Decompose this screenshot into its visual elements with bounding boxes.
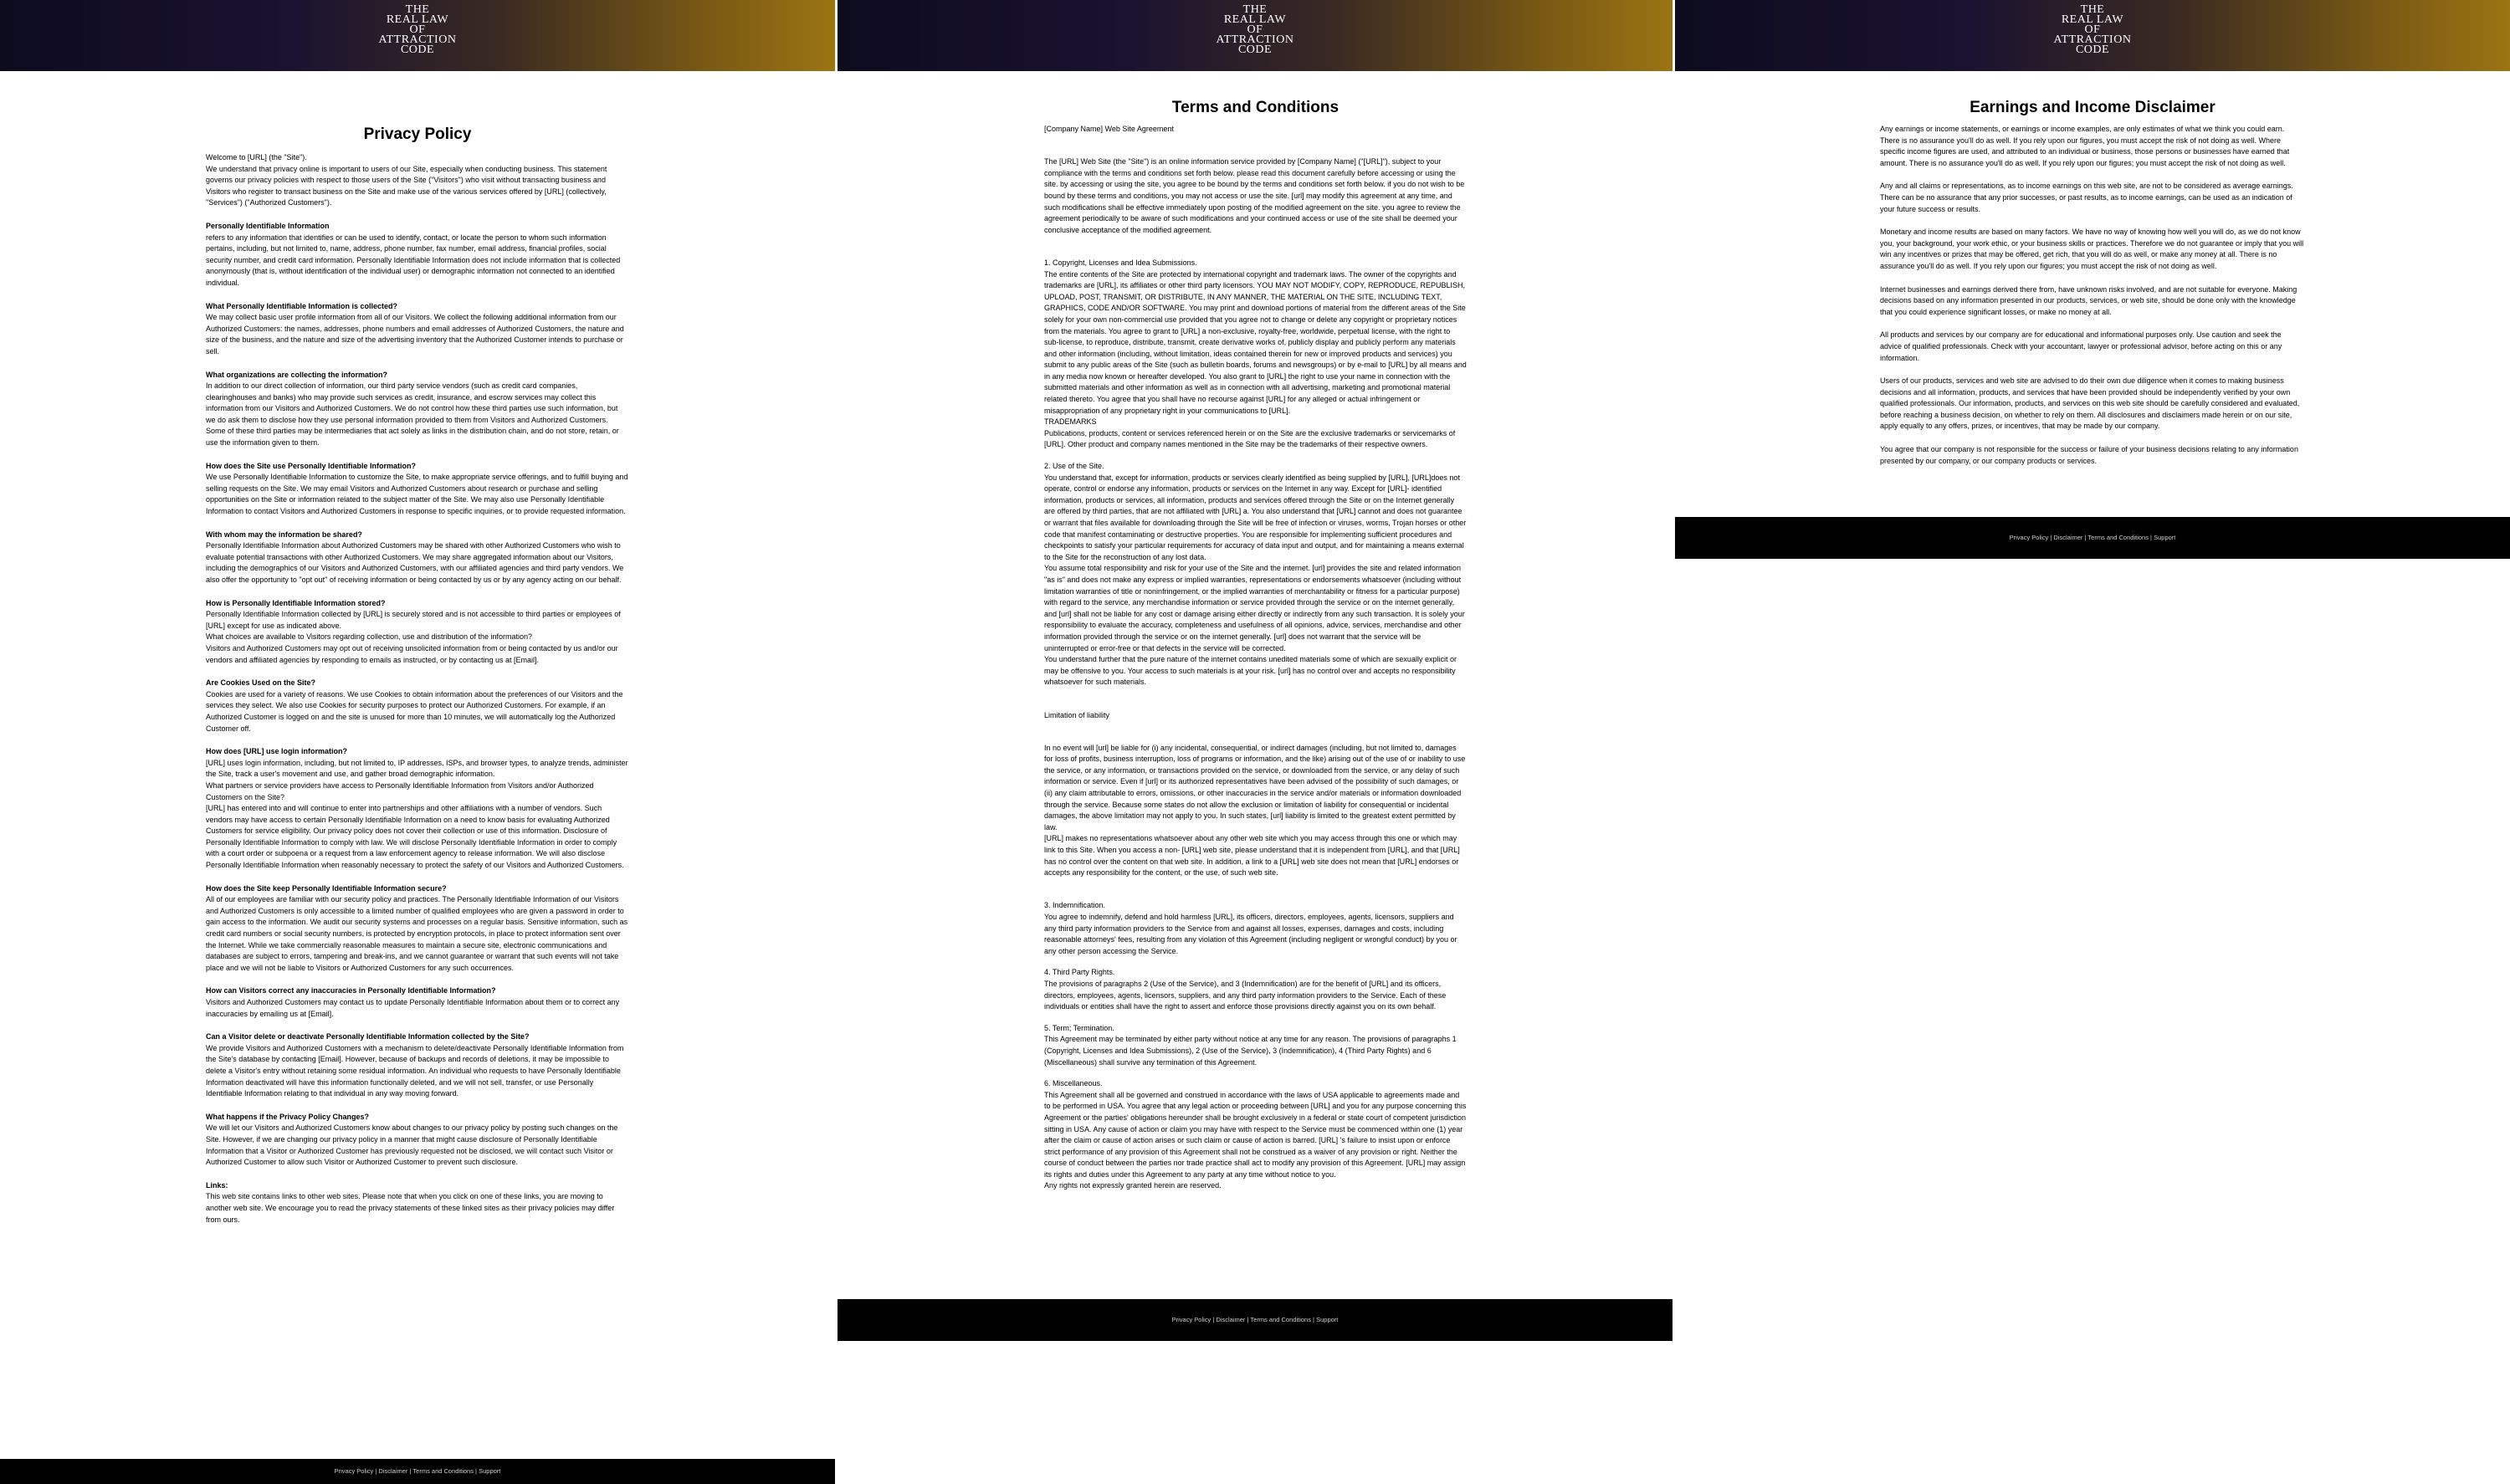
- logo-line: OF: [1247, 23, 1263, 36]
- disclaimer-paragraph: Internet businesses and earnings derived there from, have unknown risks involved, and are not suitable for everyone. Making decisions based on any information presented in our products, services, or web site, should be done only with the knowledge that you could experience significant losses, or make no money at all.: [1880, 284, 2297, 316]
- site-logo[interactable]: [1194, 5, 1316, 55]
- section-heading: Personally Identifiable Information: [206, 221, 330, 230]
- site-header: [1675, 0, 2510, 71]
- logo-line: ATTRACTION: [2053, 33, 2132, 46]
- disclaimer-paragraph: Any earnings or income statements, or earnings or income examples, are only estimates of what we think you could earn. There is no assurance you'll do as well. If you rely upon our figures, you must accept the risk of not doing as well. Where specific income figures are used, and attributed to an individual or business, those persons or businesses have earned that amount. There is no assurance you'll do as well. If you rely upon our figures; you must accept the risk of not doing as well.: [1880, 125, 2290, 167]
- footer-link-support[interactable]: Support: [2154, 534, 2176, 541]
- footer-link-disclaimer[interactable]: Disclaimer: [378, 1467, 408, 1475]
- logo-line: THE: [2080, 3, 2105, 16]
- site-header: [0, 0, 835, 71]
- disclaimer-content: [1880, 99, 2305, 478]
- section-heading: Are Cookies Used on the Site?: [206, 678, 316, 688]
- privacy-section: [206, 152, 629, 209]
- footer-link-terms[interactable]: Terms and Conditions: [2087, 534, 2149, 541]
- site-logo[interactable]: [2031, 5, 2154, 55]
- logo-line: REAL LAW: [1223, 13, 1287, 26]
- footer-link-privacy-policy[interactable]: Privacy Policy: [1171, 1316, 1211, 1323]
- logo-line: REAL LAW: [386, 13, 449, 26]
- terms-paragraph: 1. Copyright, Licenses and Idea Submissions. The entire contents of the Site are protected by international copyright and trademark laws. The owner of the copyrights and trademarks are [URL], its affiliates or other third party licensors. YOU MAY NOT MODIFY, COPY, REPRODUCE, REPUBLISH, UPLOAD, POST, TRANSMIT, OR DISTRIBUTE, IN ANY MANNER, THE MATERIAL ON THE SITE, INCLUDING TEXT, GRAPHICS, CODE AND/OR SOFTWARE. You may print and download portions of material from the different areas of the Site solely for your own non-commercial use provided that you agree not to change or delete any copyright or proprietary notices from the materials. You agree to grant to [URL] a non-exclusive, royalty-free, worldwide, perpetual license, with the right to sub-license, to reproduce, distribute, transmit, create derivative works of, publicly display and publicly perform any materials and other information (including, without limitation, ideas contained therein for new or improved products and services) you submit to any public areas of the Site (such as bulletin boards, forums and newsgroups) or by e-mail to [URL] by all means and in any media now known or hereafter developed. You also grant to [URL] the right to use your name in connection with the submitted materials and other information as well as in connection with all advertising, marketing and promotional material related thereto. You agree that you shall have no recourse against [URL] for any alleged or actual infringement or misappropriation of any proprietary right in your communications to [URL]. TRADEMARKS Publications, products, content or services referenced herein or on the Site are the exclusive trademarks or servicemarks of [URL]. Other product and company names mentioned in the Site may be the trademarks of their respective owners.: [1044, 258, 1467, 449]
- privacy-section-body: All of our employees are familiar with our security policy and practices. The Personally Identifiable Information of our Visitors and Authorized Customers is only accessible to a limited number of qualified employees who are given a password in order to gain access to the information. We audit our security systems and processes on a regular basis. Sensitive information, such as credit card numbers or social security numbers, is protected by encryption protocols, in place to protect information sent over the Internet. While we take commercially reasonable measures to maintain a secure site, electronic communications and databases are subject to errors, tampering and break-ins, and we cannot guarantee or warrant that such events will not take place and we will not be liable to Visitors or Authorized Customers for any such occurrences.: [206, 895, 628, 972]
- section-heading: How does the Site use Personally Identifiable Information?: [206, 461, 417, 470]
- logo-line: ATTRACTION: [378, 33, 457, 46]
- terms-content: [1044, 99, 1467, 1202]
- privacy-section: [206, 1180, 629, 1226]
- section-heading: What happens if the Privacy Policy Changes?: [206, 1112, 370, 1121]
- logo-line: CODE: [400, 43, 435, 56]
- privacy-section-body: Personally Identifiable Information about Authorized Customers may be shared with other Authorized Customers who wish to evaluate potential transactions with other Authorized Customers. We may share aggregated information about our Visitors, including the demographics of our Visitors and Authorized Customers, with our affiliated agencies and third party vendors. We also offer the opportunity to "opt out" of receiving information or being contacted by us or by any agency acting on our behalf.: [206, 541, 624, 584]
- footer-link-privacy-policy[interactable]: Privacy Policy: [2009, 534, 2049, 541]
- privacy-section-body: In addition to our direct collection of information, our third party service vendors (such as credit card companies, clearinghouses and banks) who may provide such services as credit, insurance, and escrow services may collect this information from our Visitors and Authorized Customers. We do not control how these third parties use such information, but we do ask them to disclose how they use personal information provided to them from Visitors and Authorized Customers. Some of these third parties may be intermediaries that act solely as links in the distribution chain, and do not store, retain, or use the information given to them.: [206, 381, 619, 448]
- logo-line: CODE: [2075, 43, 2110, 56]
- privacy-section: [206, 461, 629, 518]
- privacy-section-body: This web site contains links to other web sites. Please note that when you click on one of these links, you are moving to another web site. We encourage you to read the privacy statements of these linked sites as their privacy policies may differ from ours.: [206, 1192, 615, 1224]
- terms-paragraph: Limitation of liability: [1044, 710, 1110, 719]
- page-title: Terms and Conditions: [1171, 99, 1340, 116]
- section-heading: How does [URL] use login information?: [206, 747, 347, 756]
- terms-paragraph: In no event will [url] be liable for (i) any incidental, consequential, or indirect damages (including, but not limited to, damages for loss of profits, business interruption, loss of programs or information, and the like) arising out of the use of or inability to use the service, or any information, or transactions provided on the service, or downloaded from the service, or any delay of such information or service. Even if [url] or its authorized representatives have been advised of the possibility of such damages, or (ii) any claim attributable to errors, omissions, or other inaccuracies in the service and/or materials or information downloaded through the service. Because some states do not allow the exclusion or limitation of liability for consequential or incidental damages, the above limitation may not apply to you. In such states, [url] liability is limited to the greatest extent permitted by law. [URL] makes no representations whatsoever about any other web site which you may access through this one or which may link to this Site. When you access a non- [URL] web site, please understand that it is independent from [URL], and that [URL] has no control over the content on that web site. In addition, a link to a [URL] web site does not mean that [URL] endorses or accepts any responsibility for the content, or the use, of such web site.: [1044, 743, 1466, 878]
- disclaimer-paragraph: You agree that our company is not responsible for the success or failure of your business decisions relating to any information presented by our company, or our company products or services.: [1880, 445, 2298, 465]
- terms-paragraph: 2. Use of the Site. You understand that, except for information, products or services clearly identified as being supplied by [URL], [URL]does not operate, control or endorse any information, products or services on the Internet in any way. Except for [URL]- identified information, products or services, all information, products and services offered through the Site or on the Internet generally are offered by third parties, that are not affiliated with [URL] a. You also understand that [URL] cannot and does not guarantee or warrant that files available for downloading through the Site will be free of infection or viruses, worms, Trojan horses or other code that manifest contaminating or destructive properties. You are responsible for implementing sufficient procedures and checkpoints to satisfy your particular requirements for accuracy of data input and output, and for maintaining a means external to the Site for the reconstruction of any lost data. You assume total responsibility and risk for your use of the Site and the internet. [url] provides the site and related information "as is" and does not make any express or implied warranties, representations or endorsements whatsoever (including without limitation warranties of title or noninfringement, or the implied warranties of merchantability or fitness for a particular purpose) with regard to the service, any merchandise information or service provided through the service or on the internet generally, and [url] shall not be liable for any cost or damage arising either directly or indirectly from any such transaction. It is solely your responsibility to evaluate the accuracy, completeness and usefulness of all opinions, advice, services, merchandise and other information provided through the service or on the internet generally. [url] does not warrant that the service will be uninterrupted or error-free or that defects in the service will be corrected. You understand further that the pure nature of the internet contains unedited materials some of which are sexually explicit or may be offensive to you. Your access to such materials is at your risk. [url] has no control over and accepts no responsibility whatsoever for such materials.: [1044, 462, 1467, 687]
- footer-separator: |: [2148, 534, 2154, 541]
- section-heading: How does the Site keep Personally Identifiable Information secure?: [206, 883, 447, 893]
- privacy-policy-page: [0, 0, 835, 1484]
- terms-paragraph: [Company Name] Web Site Agreement: [1044, 125, 1174, 133]
- footer-link-privacy-policy[interactable]: Privacy Policy: [334, 1467, 374, 1475]
- footer-link-support[interactable]: Support: [1316, 1316, 1339, 1323]
- footer-link-disclaimer[interactable]: Disclaimer: [1216, 1316, 1246, 1323]
- footer-separator: |: [1245, 1316, 1251, 1323]
- site-header: [838, 0, 1672, 71]
- site-footer: [1675, 517, 2510, 559]
- disclaimer-paragraph: Monetary and income results are based on many factors. We have no way of knowing how well you will do, as we do not know you, your background, your work ethic, or your business skills or practices. Therefore we do not guarantee or imply that you will win any incentives or prizes that may be offered, get rich, that you will do as well, or make any money at all. There is no assurance you'll do as well. If you rely upon our figures; you must accept the risk of not doing as well.: [1880, 228, 2304, 270]
- page-title: Earnings and Income Disclaimer: [1970, 99, 2215, 116]
- disclaimer-paragraph: Users of our products, services and web site are advised to do their own due diligence when it comes to making business decisions and all information, products, and services that have been provided should be independently verified by your own qualified professionals. Our information, products, and services on this web site should be carefully considered and evaluated, before reaching a business decision, on whether to rely on them. All disclosures and disclaimers made herein or on our site, apply equally to any offers, prizes, or incentives, that may be made by our company.: [1880, 376, 2300, 431]
- privacy-section-body: Welcome to [URL] (the "Site"). We understand that privacy online is important to users of our Site, especially when conducting business. This statement governs our privacy policies with respect to those users of the Site ("Visitors") who visit without transacting business and Visitors who register to transact business on the Site and make use of the various services offered by [URL] (collectively, "Services") ("Authorized Customers").: [206, 153, 607, 207]
- privacy-section-body: We provide Visitors and Authorized Customers with a mechanism to delete/deactivate Personally Identifiable Information from the Site's database by contacting [Email]. However, because of backups and records of deletions, it may be impossible to delete a Visitor's entry without retaining some residual information. An individual who requests to have Personally Identifiable Information deactivated will have this information functionally deleted, and we will not sell, transfer, or use Personally Identifiable Information relating to that individual in any way moving forward.: [206, 1043, 624, 1098]
- privacy-section-body: We use Personally Identifiable Information to customize the Site, to make appropriate service offerings, and to fulfill buying and selling requests on the Site. We may email Visitors and Authorized Customers about research or purchase and selling opportunities on the Site or information related to the subject matter of the Site. We may also use Personally Identifiable Information to contact Visitors and Authorized Customers in response to specific inquiries, or to provide requested information.: [206, 473, 628, 516]
- privacy-section: [206, 530, 629, 586]
- privacy-section: [206, 598, 629, 667]
- site-footer: [0, 1459, 835, 1484]
- privacy-section-body: Cookies are used for a variety of reasons. We use Cookies to obtain information about the preferences of our Visitors and the services they select. We also use Cookies for security purposes to protect our Authorized Customers. For example, if an Authorized Customer is logged on and the site is unused for more than 10 minutes, we will automatically log the Authorized Customer off.: [206, 689, 623, 733]
- privacy-section-body: We will let our Visitors and Authorized Customers know about changes to our privacy policy by posting such changes on the Site. However, if we are changing our privacy policy in a manner that might cause disclosure of Personally Identifiable Information that a Visitor or Authorized Customer has previously requested not be disclosed, we will contact such Visitor or Authorized Customer to allow such Visitor or Authorized Customer to prevent such disclosure.: [206, 1123, 618, 1167]
- privacy-section-body: [URL] uses login information, including, but not limited to, IP addresses, ISPs, and browser types, to analyze trends, administer the Site, track a user's movement and use, and gather broad demographic information. What partners or service providers have access to Personally Identifiable Information from Visitors and/or Authorized Customers on the Site? [URL] has entered into and will continue to enter into partnerships and other affiliations with a number of vendors. Such vendors may have access to certain Personally Identifiable Information on a need to know basis for evaluating Authorized Customers for service eligibility. Our privacy policy does not cover their collection or use of this information. Disclosure of Personally Identifiable Information to comply with law. We will disclose Personally Identifiable Information in order to comply with a court order or subpoena or a request from a law enforcement agency to release information. We will also disclose Personally Identifiable Information when reasonably necessary to protect the safety of our Visitors and Authorized Customers.: [206, 758, 628, 870]
- footer-link-support[interactable]: Support: [479, 1467, 501, 1475]
- privacy-section-body: Visitors and Authorized Customers may contact us to update Personally Identifiable Information about them or to correct any inaccuracies by emailing us at [Email].: [206, 998, 620, 1018]
- footer-separator: |: [1310, 1316, 1317, 1323]
- privacy-section-body: Personally Identifiable Information collected by [URL] is securely stored and is not accessible to third parties or employees of [URL] except for use as indicated above. What choices are available to Visitors regarding collection, use and distribution of the information? Visitors and Authorized Customers may opt out of receiving unsolicited information from or being contacted by us and/or our vendors and affiliated agencies by responding to emails as instructed, or by contacting us at [Email].: [206, 610, 621, 664]
- terms-paragraph: 4. Third Party Rights. The provisions of paragraphs 2 (Use of the Service), and 3 (Indemnification) are for the benefit of [URL] and its officers, directors, employees, agents, licensors, suppliers, and any third party information providers to the Service. Each of these individuals or entities shall have the right to assert and enforce those provisions directly against you on its own behalf.: [1044, 968, 1447, 1011]
- terms-paragraph: 5. Term; Termination. This Agreement may be terminated by either party without notice at any time for any reason. The provisions of paragraphs 1 (Copyright, Licenses and Idea Submissions), 2 (Use of the Service), 3 (Indemnification), 4 (Third Party Rights) and 6 (Miscellaneous) shall survive any termination of this Agreement.: [1044, 1023, 1457, 1067]
- page-title: Privacy Policy: [363, 125, 472, 143]
- privacy-section: [206, 1112, 629, 1169]
- disclaimer-paragraph: Any and all claims or representations, as to income earnings on this web site, are not to be considered as average earnings. There can be no assurance that any prior successes, or past results, as to income earnings, can be used as an indication of your future success or results.: [1880, 182, 2293, 213]
- section-heading: With whom may the information be shared?: [206, 530, 362, 539]
- section-heading: Links:: [206, 1180, 228, 1190]
- logo-line: THE: [405, 3, 430, 16]
- footer-link-terms[interactable]: Terms and Conditions: [412, 1467, 474, 1475]
- privacy-section: [206, 883, 629, 975]
- section-heading: Can a Visitor delete or deactivate Personally Identifiable Information collected by the Site?: [206, 1032, 530, 1041]
- privacy-section: [206, 370, 629, 449]
- privacy-section: [206, 746, 629, 872]
- privacy-section: [206, 985, 629, 1020]
- section-heading: What organizations are collecting the information?: [206, 370, 388, 379]
- section-heading: How is Personally Identifiable Information stored?: [206, 598, 386, 607]
- footer-link-terms[interactable]: Terms and Conditions: [1250, 1316, 1311, 1323]
- section-heading: What Personally Identifiable Information is collected?: [206, 301, 398, 310]
- privacy-section: [206, 301, 629, 358]
- disclaimer-paragraph: All products and services by our company are for educational and informational purposes only. Use caution and seek the advice of qualified professionals. Check with your accountant, lawyer or professional advisor, before acting on this or any information.: [1880, 330, 2282, 362]
- logo-line: REAL LAW: [2061, 13, 2124, 26]
- privacy-section: [206, 678, 629, 734]
- terms-paragraph: 3. Indemnification. You agree to indemnify, defend and hold harmless [URL], its officers, directors, employees, agents, licensors, suppliers and any third party information providers to the Service from and against all losses, expenses, damages and costs, including reasonable attorneys' fees, resulting from any violation of this Agreement (including negligent or wrongful conduct) by you or any other person accessing the Service.: [1044, 901, 1457, 955]
- footer-link-disclaimer[interactable]: Disclaimer: [2053, 534, 2083, 541]
- terms-page: [838, 0, 1672, 1484]
- footer-separator: |: [407, 1467, 413, 1475]
- section-heading: How can Visitors correct any inaccuracies in Personally Identifiable Information?: [206, 986, 496, 995]
- logo-line: OF: [409, 23, 426, 36]
- logo-line: ATTRACTION: [1216, 33, 1294, 46]
- site-logo[interactable]: [356, 5, 479, 55]
- footer-separator: |: [2082, 534, 2088, 541]
- privacy-section-body: refers to any information that identifies or can be used to identify, contact, or locate the person to whom such information pertains, including, but not limited to, name, address, phone number, fax number, email address, financial profiles, social security number, and credit card information. Personally Identifiable Information does not include information that is collected anonymously (that is, without identification of the individual user) or demographic information not connected to an identified individual.: [206, 233, 621, 287]
- privacy-section: [206, 1031, 629, 1100]
- footer-separator: |: [473, 1467, 479, 1475]
- privacy-section-body: We may collect basic user profile information from all of our Visitors. We collect the following additional information from our Authorized Customers: the names, addresses, phone numbers and email addresses of Authorized Customers, the nature and size of the business, and the nature and size of the advertising inventory that the Authorized Customer intends to purchase or sell.: [206, 313, 624, 356]
- logo-line: THE: [1242, 3, 1268, 16]
- terms-paragraph: The [URL] Web Site (the "Site") is an online information service provided by [Company Name] ("[URL]"), subject to your compliance with the terms and conditions set forth below. please read this document carefully before accessing or using the site. by accessing or using the site, you agree to be bound by the terms and conditions set forth below. if you do not wish to be bound by these terms and conditions, you may not access or use the site. [url] may modify this agreement at any time, and such modifications shall be effective immediately upon posting of the modified agreement on the site. you agree to review the agreement periodically to be aware of such modifications and your continued access or use of the site shall be deemed your conclusive acceptance of the modified agreement.: [1044, 157, 1465, 234]
- footer-separator: |: [1211, 1316, 1217, 1323]
- logo-line: OF: [2084, 23, 2101, 36]
- footer-separator: |: [2048, 534, 2054, 541]
- logo-line: CODE: [1237, 43, 1273, 56]
- site-footer: [838, 1299, 1672, 1341]
- earnings-disclaimer-page: [1675, 0, 2510, 1484]
- privacy-section: [206, 221, 629, 289]
- privacy-content: [206, 125, 629, 1237]
- footer-separator: |: [373, 1467, 379, 1475]
- terms-paragraph: 6. Miscellaneous. This Agreement shall all be governed and construed in accordance with the laws of USA applicable to agreements made and to be performed in USA. You agree that any legal action or proceeding between [URL] and you for any purpose concerning this Agreement or the parties' obligations hereunder shall be brought exclusively in a federal or state court of competent jurisdiction sitting in USA. Any cause of action or claim you may have with respect to the Service must be commenced within one (1) year after the claim or cause of action arises or such claim or cause of action is barred. [URL] 's failure to insist upon or enforce strict performance of any provision of this Agreement shall not be construed as a waiver of any provision or right. Neither the course of conduct between the parties nor trade practice shall act to modify any provision of this Agreement. [URL] may assign its rights and duties under this Agreement to any party at any time without notice to you. Any rights not expressly granted herein are reserved.: [1044, 1079, 1467, 1190]
